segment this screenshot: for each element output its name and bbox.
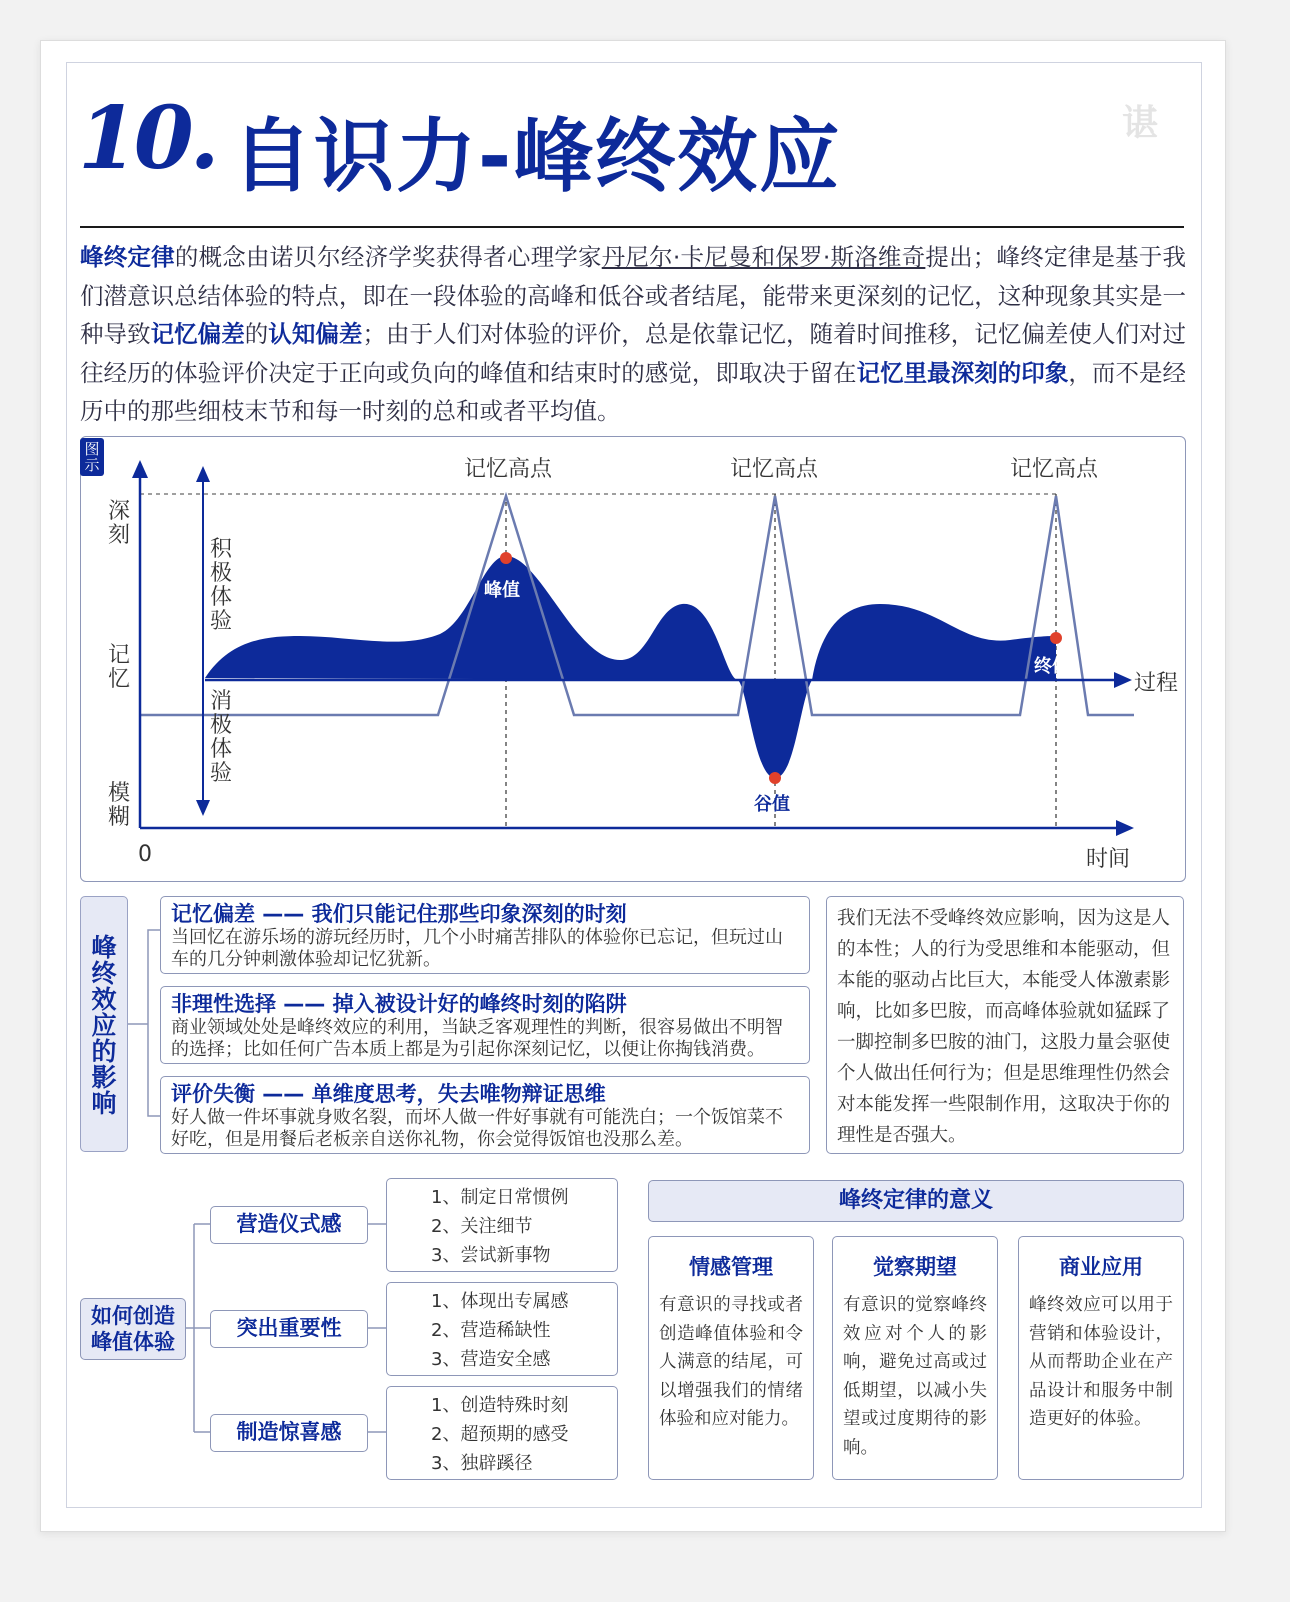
y-label-blurry: 模糊 bbox=[107, 781, 130, 830]
card-heading: 商业应用 bbox=[1059, 1255, 1143, 1279]
meaning-card-expectation bbox=[832, 1236, 998, 1480]
memory-high-label-2: 记忆高点 bbox=[730, 457, 819, 482]
list-item: 1、体现出专属感 bbox=[431, 1291, 569, 1312]
valley-label: 谷值 bbox=[754, 794, 790, 815]
impact-item-body: 好人做一件坏事就身败名裂，而坏人做一件好事就有可能洗白；一个饭馆菜不好吃，但是用餐后老板亲自送你礼物，你会觉得饭馆也没那么差。 bbox=[171, 1107, 783, 1150]
list-item: 1、制定日常惯例 bbox=[431, 1187, 569, 1208]
process-axis-label: 过程 bbox=[1134, 671, 1179, 696]
meaning-title: 峰终定律的意义 bbox=[648, 1180, 1184, 1222]
watermark-logo: 谌 bbox=[1121, 103, 1158, 144]
page-title: 自识力-峰终效应 bbox=[232, 110, 842, 203]
y-label-memory: 记忆 bbox=[107, 643, 130, 692]
memory-high-label-1: 记忆高点 bbox=[464, 457, 553, 482]
impact-item-heading: 非理性选择 —— 掉入被设计好的峰终时刻的陷阱 bbox=[171, 992, 627, 1016]
list-item: 3、尝试新事物 bbox=[431, 1245, 551, 1266]
branch-surprise: 制造惊喜感 bbox=[210, 1414, 368, 1452]
importance-list bbox=[386, 1282, 618, 1376]
intro-text: ；由于人们对体验的评价，总是依靠记忆，随着时间推移，记忆偏差使人们对过往经历的体验评价决定于正向或负向的峰值和结束时的感觉，即取决于留在 bbox=[80, 320, 1187, 387]
ritual-list bbox=[386, 1178, 618, 1272]
list-item: 2、超预期的感受 bbox=[431, 1424, 569, 1445]
y-label-deep: 深刻 bbox=[107, 499, 130, 548]
intro-authors: 丹尼尔·卡尼曼和保罗·斯洛维奇 bbox=[601, 243, 926, 271]
memory-high-label-3: 记忆高点 bbox=[1010, 457, 1099, 482]
impact-item-body: 当回忆在游乐场的游玩经历时，几个小时痛苦排队的体验你已忘记，但玩过山车的几分钟刺激体验却记忆犹新。 bbox=[171, 927, 783, 970]
intro-bold-term: 记忆里最深刻的印象 bbox=[856, 358, 1069, 387]
list-item: 3、营造安全感 bbox=[431, 1349, 551, 1370]
list-item: 2、关注细节 bbox=[431, 1216, 533, 1237]
peak-label: 峰值 bbox=[484, 580, 520, 601]
title-number: 10. bbox=[78, 88, 216, 189]
card-heading: 觉察期望 bbox=[873, 1255, 957, 1279]
intro-text: 的概念由诺贝尔经济学奖获得者心理学家 bbox=[174, 243, 602, 271]
x-axis-label: 时间 bbox=[1086, 847, 1131, 872]
card-body: 峰终效应可以用于营销和体验设计，从而帮助企业在产品设计和服务中制造更好的体验。 bbox=[1029, 1295, 1173, 1429]
impact-side-label: 峰终效应的影响 bbox=[80, 896, 128, 1152]
list-item: 3、独辟蹊径 bbox=[431, 1453, 533, 1474]
card-body: 有意识的寻找或者创造峰值体验和令人满意的结尾，可以增强我们的情绪体验和应对能力。 bbox=[659, 1295, 803, 1429]
intro-text: 提出；峰终定律是基于我们潜意识总结体验的特点，即在一段体验的高峰和低谷或者结尾，能带来更深刻的记忆，这种现象其实是一种导致 bbox=[80, 243, 1187, 348]
intro-text: ，而不是经历中的那些细枝末节和每一时刻的总和或者平均值。 bbox=[80, 358, 1187, 425]
origin-label: 0 bbox=[138, 842, 152, 867]
impact-item-body: 商业领域处处是峰终效应的利用，当缺乏客观理性的判断，很容易做出不明智的选择；比如任何广告本质上都是为引起你深刻记忆，以便让你掏钱消费。 bbox=[171, 1017, 783, 1060]
branch-ritual: 营造仪式感 bbox=[210, 1206, 368, 1244]
impact-item-heading: 评价失衡 —— 单维度思考，失去唯物辩证思维 bbox=[171, 1082, 606, 1106]
intro-bold-term: 峰终定律 bbox=[80, 243, 175, 271]
impact-note: 我们无法不受峰终效应影响，因为这是人的本性；人的行为受思维和本能驱动，但本能的驱动占比巨大，本能受人体激素影响，比如多巴胺，而高峰体验就如猛踩了一脚控制多巴胺的油门，这股力量会驱使个人做出任何行为；但是思维理性仍然会对本能发挥一些限制作用，这取决于你的理性是否强大。 bbox=[826, 896, 1184, 1154]
diagram-tag: 图示 bbox=[80, 438, 104, 476]
surprise-list bbox=[386, 1386, 618, 1480]
negative-experience-label: 消极体验 bbox=[209, 689, 232, 786]
impact-item-heading: 记忆偏差 —— 我们只能记住那些印象深刻的时刻 bbox=[171, 902, 627, 926]
create-root-node: 如何创造峰值体验 bbox=[80, 1298, 186, 1360]
meaning-card-emotion bbox=[648, 1236, 814, 1480]
branch-importance: 突出重要性 bbox=[210, 1310, 368, 1348]
intro-bold-term: 认知偏差 bbox=[268, 320, 363, 348]
meaning-card-business bbox=[1018, 1236, 1184, 1480]
intro-text: 的 bbox=[244, 320, 269, 348]
intro-bold-term: 记忆偏差 bbox=[150, 320, 245, 348]
positive-experience-label: 积极体验 bbox=[209, 537, 232, 634]
card-heading: 情感管理 bbox=[689, 1255, 773, 1279]
list-item: 1、创造特殊时刻 bbox=[431, 1395, 569, 1416]
card-body: 有意识的觉察峰终效应对个人的影响，避免过高或过低期望，以减小失望或过度期待的影响。 bbox=[843, 1295, 987, 1458]
list-item: 2、营造稀缺性 bbox=[431, 1320, 551, 1341]
end-label: 终值 bbox=[1034, 656, 1070, 677]
